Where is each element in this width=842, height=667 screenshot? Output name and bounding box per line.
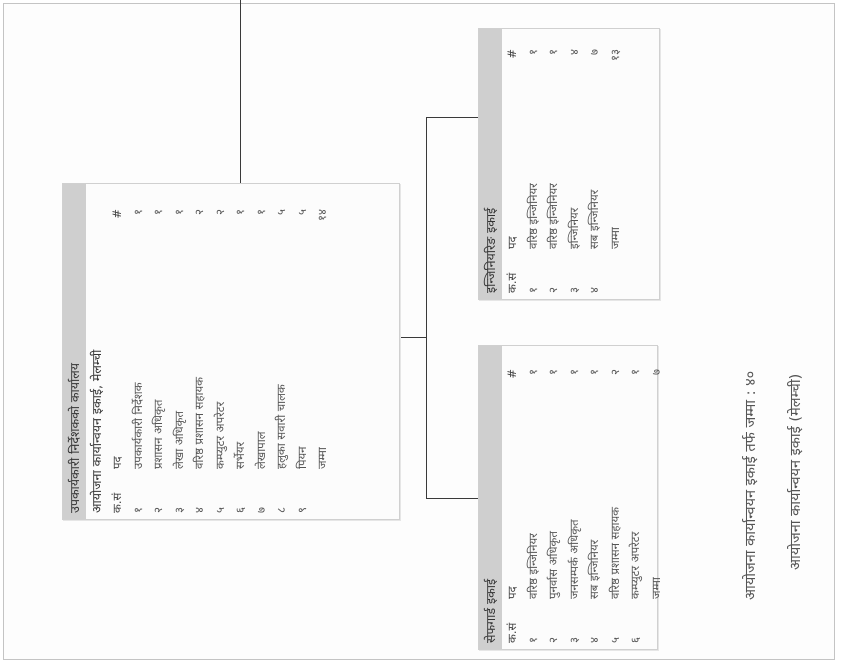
row-count: १ bbox=[525, 49, 540, 55]
engineering-unit-content bbox=[479, 29, 659, 299]
row-post: जम्मा bbox=[315, 447, 329, 469]
row-count: १ bbox=[546, 49, 560, 55]
col-sn: क.सं bbox=[505, 622, 519, 643]
table-row bbox=[543, 43, 564, 299]
caption-unit-name: आयोजना कार्यान्वयन इकाई (मेलम्ची) bbox=[788, 373, 804, 570]
table-total-row bbox=[312, 203, 333, 519]
row-sn: ६ bbox=[233, 507, 247, 513]
row-sn: ४ bbox=[587, 287, 601, 293]
row-sn: ५ bbox=[607, 637, 622, 643]
row-post: लेखापाल bbox=[253, 431, 268, 469]
row-post: जम्मा bbox=[648, 577, 663, 599]
col-count: # bbox=[505, 369, 519, 379]
main-office-table bbox=[107, 203, 333, 519]
row-sn: ३ bbox=[171, 507, 186, 513]
col-post: पद bbox=[110, 456, 124, 469]
row-count: ७ bbox=[587, 49, 601, 55]
row-post: हलुका सवारी चालक bbox=[274, 384, 288, 469]
col-sn: क.सं bbox=[505, 272, 519, 293]
row-sn: २ bbox=[151, 507, 165, 513]
row-post: जम्मा bbox=[607, 227, 622, 249]
row-sn: १ bbox=[525, 637, 540, 643]
engineering-unit-table bbox=[502, 43, 625, 299]
row-count: १ bbox=[233, 209, 247, 215]
row-sn: ४ bbox=[587, 637, 601, 643]
row-sn: ७ bbox=[253, 507, 268, 513]
row-sn: ८ bbox=[274, 507, 288, 513]
table-row bbox=[169, 203, 190, 519]
row-count: ५ bbox=[274, 209, 288, 215]
row-post: वरिष्ठ इन्जिनियर bbox=[546, 183, 560, 249]
col-count: # bbox=[505, 49, 519, 59]
table-row bbox=[523, 363, 544, 649]
table-total-row bbox=[605, 43, 626, 299]
engineering-unit-title: इन्जिनियरिङ इकाई bbox=[479, 29, 502, 299]
caption-total: आयोजना कार्यान्वयन इकाई तर्फ जम्मा : ४० bbox=[743, 370, 759, 600]
row-sn: १ bbox=[525, 287, 540, 293]
row-post: सब इन्जिनियर bbox=[587, 189, 601, 249]
row-count: १ bbox=[628, 369, 642, 375]
row-post: कम्प्युटर अपरेटर bbox=[212, 401, 227, 469]
connector-to-engineering bbox=[426, 117, 478, 118]
row-post: कम्प्युटर अपरेटर bbox=[628, 531, 642, 599]
row-count: १ bbox=[253, 209, 268, 215]
main-office-rows bbox=[128, 203, 333, 519]
row-post: पियन bbox=[294, 446, 309, 469]
table-row bbox=[564, 43, 585, 299]
row-count: २ bbox=[192, 209, 206, 215]
main-office-title: उपकार्यकारी निर्देशकको कार्यालय bbox=[63, 184, 86, 519]
row-count: १ bbox=[151, 209, 165, 215]
row-sn: ६ bbox=[628, 637, 642, 643]
row-post: वरिष्ठ इन्जिनियर bbox=[525, 533, 540, 599]
connector-main-to-branch bbox=[398, 337, 426, 338]
row-count: १४ bbox=[315, 209, 329, 221]
row-count: १ bbox=[525, 369, 540, 375]
safeguard-unit-table bbox=[502, 363, 666, 649]
table-header-row bbox=[502, 43, 523, 299]
table-row bbox=[271, 203, 292, 519]
table-row bbox=[625, 363, 646, 649]
row-count: ४ bbox=[566, 49, 581, 55]
table-row bbox=[128, 203, 149, 519]
col-count: # bbox=[110, 209, 124, 219]
engineering-unit-box bbox=[478, 28, 660, 300]
connector-branch-vertical bbox=[426, 117, 427, 499]
connector-to-safeguard bbox=[426, 498, 478, 499]
main-office-content bbox=[63, 184, 399, 519]
table-row bbox=[148, 203, 169, 519]
row-sn: ३ bbox=[566, 287, 581, 293]
row-count: १३ bbox=[607, 49, 622, 61]
row-post: जनसम्पर्क अधिकृत bbox=[566, 519, 581, 599]
main-office-box bbox=[62, 183, 400, 520]
row-post: वरिष्ठ इन्जिनियर bbox=[525, 183, 540, 249]
row-post: वरिष्ठ प्रशासन सहायक bbox=[192, 376, 206, 469]
row-sn bbox=[605, 255, 626, 299]
table-header-row bbox=[502, 363, 523, 649]
row-post: प्रशासन अधिकृत bbox=[151, 399, 165, 469]
table-row bbox=[584, 363, 605, 649]
table-row bbox=[564, 363, 585, 649]
row-count: १ bbox=[587, 369, 601, 375]
row-post: लेखा अधिकृत bbox=[171, 410, 186, 469]
row-sn: २ bbox=[546, 637, 560, 643]
row-post: सब इन्जिनियर bbox=[587, 539, 601, 599]
table-row bbox=[189, 203, 210, 519]
table-header-row bbox=[107, 203, 128, 519]
row-sn: २ bbox=[546, 287, 560, 293]
safeguard-unit-title: सेफगार्ड इकाई bbox=[479, 346, 502, 649]
connector-top bbox=[240, 0, 241, 184]
row-sn bbox=[312, 475, 333, 519]
row-post: वरिष्ठ प्रशासन सहायक bbox=[607, 506, 622, 599]
row-count: १ bbox=[130, 209, 145, 215]
safeguard-unit-box bbox=[478, 345, 663, 650]
table-row bbox=[605, 363, 626, 649]
row-sn: ९ bbox=[294, 507, 309, 513]
col-post: पद bbox=[505, 236, 519, 249]
row-sn: ४ bbox=[192, 507, 206, 513]
table-row bbox=[543, 363, 564, 649]
row-sn: ३ bbox=[566, 637, 581, 643]
table-row bbox=[251, 203, 272, 519]
row-sn bbox=[646, 605, 667, 649]
col-post: पद bbox=[505, 586, 519, 599]
row-count: ५ bbox=[294, 209, 309, 215]
col-sn: क.सं bbox=[110, 492, 124, 513]
table-total-row bbox=[646, 363, 667, 649]
row-sn: ५ bbox=[212, 507, 227, 513]
table-row bbox=[523, 43, 544, 299]
row-count: १ bbox=[171, 209, 186, 215]
table-row bbox=[210, 203, 231, 519]
table-row bbox=[230, 203, 251, 519]
row-count: २ bbox=[212, 209, 227, 215]
main-office-subtitle: आयोजना कार्यान्वयन इकाई, मेलम्ची bbox=[89, 349, 104, 513]
row-count: २ bbox=[607, 369, 622, 375]
row-count: १ bbox=[546, 369, 560, 375]
row-post: इन्जिनियर bbox=[566, 207, 581, 249]
row-post: उपकार्यकारी निर्देशक bbox=[130, 382, 145, 469]
row-count: ७ bbox=[648, 369, 663, 375]
row-post: पुनर्वास अधिकृत bbox=[546, 531, 560, 599]
safeguard-unit-content bbox=[479, 346, 663, 649]
row-post: सर्भेयर bbox=[233, 441, 247, 469]
engineering-unit-rows bbox=[523, 43, 626, 299]
table-row bbox=[584, 43, 605, 299]
table-row bbox=[292, 203, 313, 519]
row-count: १ bbox=[566, 369, 581, 375]
safeguard-unit-rows bbox=[523, 363, 667, 649]
row-sn: १ bbox=[130, 507, 145, 513]
